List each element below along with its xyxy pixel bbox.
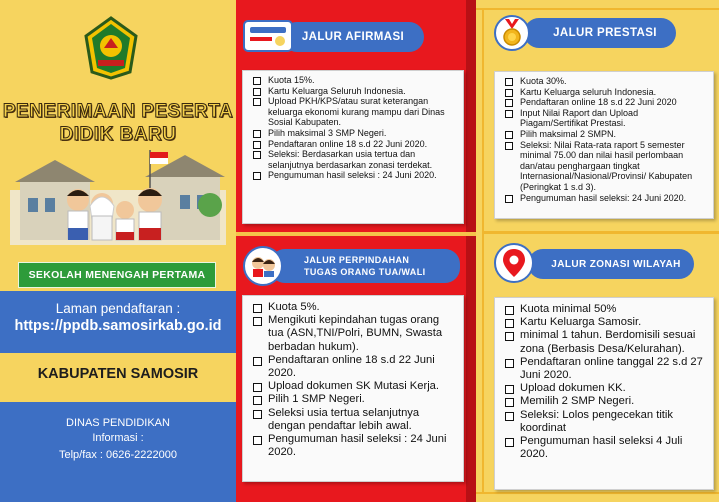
list-item: Pengumuman hasil seleksi: 24 Juni 2020. [502, 193, 707, 204]
main-title-line-2: DIDIK BARU [59, 124, 177, 145]
zonasi-panel [494, 297, 714, 490]
list-item: Kartu Keluarga Seluruh Indonesia. [250, 86, 457, 97]
list-item: Pengumuman hasil seleksi : 24 Juni 2020. [250, 170, 457, 181]
medal-icon [494, 15, 530, 51]
location-pin-icon [494, 243, 534, 283]
afirmasi-header: JALUR AFIRMASI [282, 22, 424, 52]
list-item: Upload dokumen SK Mutasi Kerja. [250, 380, 457, 393]
list-item: Kartu Keluarga Samosir. [502, 316, 707, 329]
list-item: Kartu Keluarga seluruh Indonesia. [502, 87, 707, 98]
list-item: Pengumuman hasil seleksi 4 Juli 2020. [502, 435, 707, 461]
list-item: Pendaftaran online tanggal 22 s.d 27 Juni 2020. [502, 356, 707, 382]
phone-number: Telp/fax : 0626-2222000 [58, 449, 178, 461]
list-item: Input Nilai Raport dan Upload Piagam/Sertifikat Prestasi. [502, 108, 707, 129]
students-illustration [0, 150, 236, 245]
prestasi-header: JALUR PRESTASI [524, 18, 676, 48]
perpindahan-header [270, 249, 460, 283]
perpindahan-title-line-1: JALUR PERPINDAHAN [304, 255, 410, 265]
list-item: Pilih 1 SMP Negeri. [250, 393, 457, 406]
perpindahan-list [250, 301, 457, 459]
perpindahan-panel [242, 295, 464, 482]
list-item: Kuota 15%. [250, 75, 457, 86]
middle-stripe [466, 0, 476, 502]
registration-label: Laman pendaftaran : [55, 301, 181, 316]
list-item: Upload PKH/KPS/atau surat keterangan keluarga ekonomi kurang mampu dari Dinas Sosial Kabupaten. [250, 96, 457, 128]
list-item: Pilih maksimal 3 SMP Negeri. [250, 128, 457, 139]
registration-url[interactable]: https://ppdb.samosirkab.go.id [14, 318, 222, 334]
afirmasi-panel [242, 70, 464, 224]
left-column [0, 0, 236, 502]
list-item: Pendaftaran online 18 s.d 22 Juni 2020. [250, 354, 457, 380]
list-item: Pilih maksimal 2 SMPN. [502, 129, 707, 140]
perpindahan-title-line-2: TUGAS ORANG TUA/WALI [304, 267, 426, 277]
list-item: Kuota 30%. [502, 76, 707, 87]
list-item: Mengikuti kepindahan tugas orang tua (ASN,TNI/Polri, BUMN, Swasta berbadan hukum). [250, 314, 457, 354]
info-label: Informasi : [92, 432, 144, 444]
list-item: Pendaftaran online 18 s.d 22 Juni 2020. [250, 139, 457, 150]
list-item: Memilih 2 SMP Negeri. [502, 395, 707, 408]
afirmasi-list [250, 75, 457, 181]
list-item: Seleksi: Lolos pengecekan titik koordinat [502, 409, 707, 435]
list-item: Seleksi usia tertua selanjutnya dengan pendaftar lebih awal. [250, 407, 457, 433]
list-item: Kuota 5%. [250, 301, 457, 314]
emblem-logo [84, 16, 138, 80]
prestasi-panel [494, 71, 714, 219]
main-title-line-1: PENERIMAAN PESERTA [2, 101, 234, 122]
list-item: Seleksi: Berdasarkan usia tertua dan selanjutnya berdasarkan zonasi terdekat. [250, 149, 457, 170]
right-divider-top [476, 8, 719, 10]
list-item: Kuota minimal 50% [502, 303, 707, 316]
family-icon [243, 246, 283, 286]
right-divider-bottom [476, 492, 719, 494]
right-divider-left [482, 10, 484, 492]
main-title [0, 100, 236, 146]
regency-name: KABUPATEN SAMOSIR [37, 366, 199, 382]
card-icon [243, 20, 293, 52]
list-item: Upload dokumen KK. [502, 382, 707, 395]
list-item: Pengumuman hasil seleksi : 24 Juni 2020. [250, 433, 457, 459]
zonasi-header: JALUR ZONASI WILAYAH [528, 249, 694, 279]
list-item: minimal 1 tahun. Berdomisili sesuai zona (Berbasis Desa/Kelurahan). [502, 329, 707, 355]
list-item: Seleksi: Nilai Rata-rata raport 5 semester minimal 75.00 dan nilai hasil perlombaan dan/atau penghargaan tingkat Internasional/Nasional/Provinsi/ Kabupaten (Peringkat 1 s.d 3). [502, 140, 707, 193]
school-level-badge: SEKOLAH MENENGAH PERTAMA [18, 262, 216, 288]
registration-box [0, 291, 236, 353]
prestasi-list [502, 76, 707, 203]
office-name: DINAS PENDIDIKAN [66, 417, 170, 429]
list-item: Pendaftaran online 18 s.d 22 Juni 2020 [502, 97, 707, 108]
contact-box [0, 402, 236, 502]
right-divider-mid [482, 231, 719, 234]
zonasi-list [502, 303, 707, 461]
middle-divider [236, 232, 476, 236]
